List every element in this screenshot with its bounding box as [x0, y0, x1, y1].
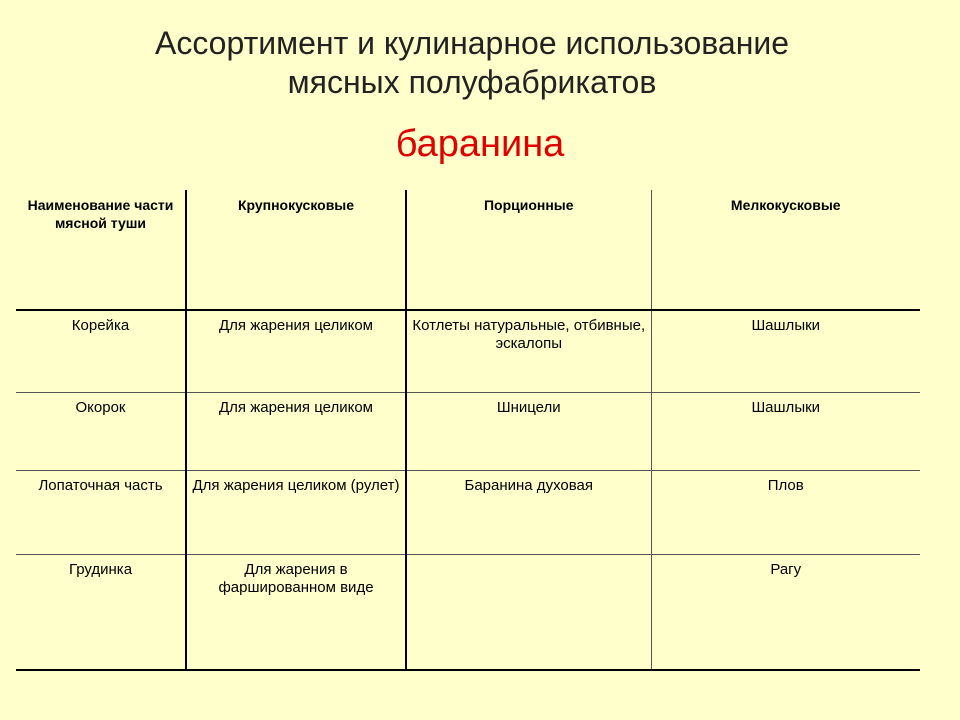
table-cell: Котлеты натуральные, отбивные, эскалопы [406, 310, 651, 392]
table-cell: Шашлыки [651, 392, 920, 470]
table-cell: Шницели [406, 392, 651, 470]
assortment-table [16, 190, 920, 671]
table-cell: Корейка [16, 310, 186, 392]
table-cell: Баранина духовая [406, 470, 651, 554]
table-row [16, 554, 920, 670]
page-subtitle: баранина [395, 123, 565, 165]
header-small-pieces: Мелкокусковые [651, 190, 920, 310]
table-header-row [16, 190, 920, 310]
table-cell: Грудинка [16, 554, 186, 670]
header-part-name: Наименование части мясной туши [16, 190, 186, 310]
table-row [16, 470, 920, 554]
table-cell: Рагу [651, 554, 920, 670]
table-cell: Окорок [16, 392, 186, 470]
header-large-pieces: Крупнокусковые [186, 190, 406, 310]
page-title-line-2: мясных полуфабрикатов [287, 64, 657, 100]
table-cell [406, 554, 651, 670]
table-cell: Для жарения целиком [186, 392, 406, 470]
page-title-line-1: Ассортимент и кулинарное использование [154, 25, 790, 61]
table-cell: Плов [651, 470, 920, 554]
header-portion: Порционные [406, 190, 651, 310]
table-cell: Шашлыки [651, 310, 920, 392]
table-row [16, 310, 920, 392]
table-cell: Для жарения целиком (рулет) [186, 470, 406, 554]
table-cell: Для жарения в фаршированном виде [186, 554, 406, 670]
table-row [16, 392, 920, 470]
table-cell: Для жарения целиком [186, 310, 406, 392]
table-cell: Лопаточная часть [16, 470, 186, 554]
